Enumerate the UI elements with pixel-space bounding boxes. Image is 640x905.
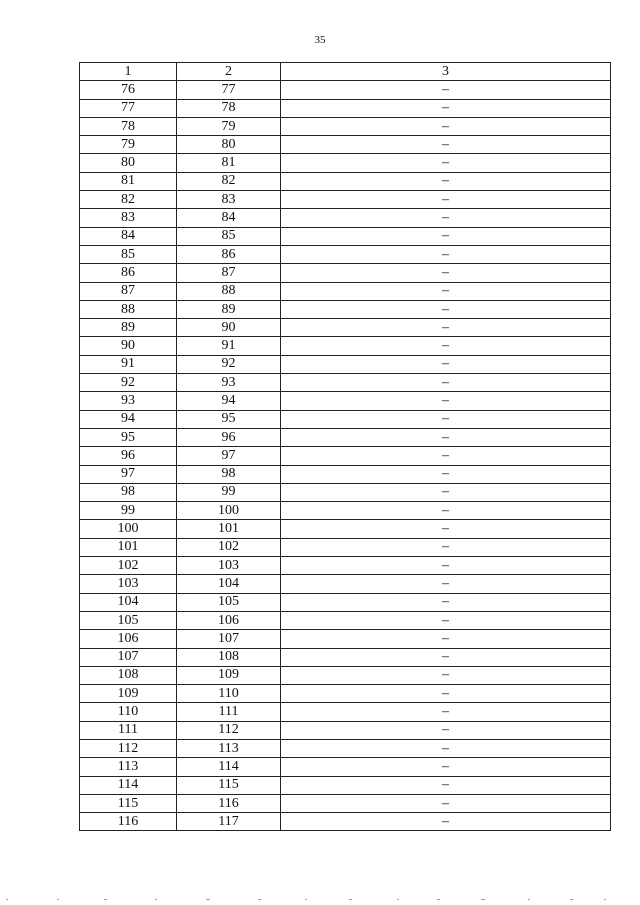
table-cell-col-3: – — [281, 117, 611, 135]
table-cell-col-1: 106 — [80, 630, 177, 648]
table-cell-col-2: 104 — [177, 575, 281, 593]
table-cell-col-1: 93 — [80, 392, 177, 410]
table-cell-col-1: 94 — [80, 410, 177, 428]
table-body — [80, 81, 611, 831]
table-cell-col-2: 82 — [177, 172, 281, 190]
table-row — [80, 264, 611, 282]
table-cell-col-1: 84 — [80, 227, 177, 245]
table-cell-col-1: 110 — [80, 703, 177, 721]
table-cell-col-2: 85 — [177, 227, 281, 245]
table-row — [80, 99, 611, 117]
table-row — [80, 721, 611, 739]
table-cell-col-2: 84 — [177, 209, 281, 227]
table-cell-col-3: – — [281, 410, 611, 428]
table-cell-col-2: 112 — [177, 721, 281, 739]
table-cell-col-1: 99 — [80, 502, 177, 520]
table-cell-col-3: – — [281, 483, 611, 501]
table-cell-col-2: 97 — [177, 447, 281, 465]
table-cell-col-1: 77 — [80, 99, 177, 117]
data-table — [79, 62, 611, 831]
table-cell-col-2: 115 — [177, 776, 281, 794]
table-cell-col-2: 90 — [177, 319, 281, 337]
table-cell-col-2: 92 — [177, 355, 281, 373]
table-row — [80, 666, 611, 684]
table-row — [80, 611, 611, 629]
table-cell-col-2: 83 — [177, 191, 281, 209]
table-cell-col-1: 97 — [80, 465, 177, 483]
table-cell-col-1: 111 — [80, 721, 177, 739]
table-cell-col-2: 111 — [177, 703, 281, 721]
table-cell-col-3: – — [281, 337, 611, 355]
table-cell-col-1: 109 — [80, 685, 177, 703]
table-cell-col-1: 115 — [80, 794, 177, 812]
table-cell-col-2: 89 — [177, 300, 281, 318]
table-cell-col-1: 80 — [80, 154, 177, 172]
page-number: 35 — [314, 34, 326, 46]
table-cell-col-1: 83 — [80, 209, 177, 227]
table-cell-col-2: 99 — [177, 483, 281, 501]
table-row — [80, 154, 611, 172]
table-row — [80, 282, 611, 300]
table-row — [80, 117, 611, 135]
table-cell-col-1: 81 — [80, 172, 177, 190]
table-row — [80, 703, 611, 721]
table-cell-col-3: – — [281, 794, 611, 812]
table-cell-col-3: – — [281, 447, 611, 465]
table-row — [80, 813, 611, 831]
table-cell-col-3: – — [281, 300, 611, 318]
table-cell-col-3: – — [281, 209, 611, 227]
table-cell-col-1: 114 — [80, 776, 177, 794]
table-row — [80, 136, 611, 154]
table-row — [80, 465, 611, 483]
table-cell-col-2: 102 — [177, 538, 281, 556]
table-row — [80, 319, 611, 337]
table-cell-col-2: 106 — [177, 611, 281, 629]
table-row — [80, 374, 611, 392]
table-cell-col-2: 88 — [177, 282, 281, 300]
table-cell-col-3: – — [281, 593, 611, 611]
table-row — [80, 447, 611, 465]
table-cell-col-2: 98 — [177, 465, 281, 483]
table-cell-col-3: – — [281, 557, 611, 575]
table-cell-col-1: 113 — [80, 758, 177, 776]
table-cell-col-2: 96 — [177, 428, 281, 446]
table-cell-col-3: – — [281, 227, 611, 245]
table-row — [80, 538, 611, 556]
table-cell-col-3: – — [281, 648, 611, 666]
table-cell-col-3: – — [281, 520, 611, 538]
column-header-1: 1 — [80, 63, 177, 81]
table-cell-col-1: 82 — [80, 191, 177, 209]
table-cell-col-1: 102 — [80, 557, 177, 575]
table-row — [80, 227, 611, 245]
table-cell-col-2: 109 — [177, 666, 281, 684]
table-cell-col-3: – — [281, 428, 611, 446]
table-cell-col-1: 112 — [80, 739, 177, 757]
table-cell-col-2: 116 — [177, 794, 281, 812]
table-cell-col-1: 96 — [80, 447, 177, 465]
table-row — [80, 593, 611, 611]
table-cell-col-2: 114 — [177, 758, 281, 776]
table-cell-col-2: 105 — [177, 593, 281, 611]
table-row — [80, 337, 611, 355]
table-cell-col-1: 90 — [80, 337, 177, 355]
table-cell-col-3: – — [281, 721, 611, 739]
table-cell-col-1: 86 — [80, 264, 177, 282]
table-cell-col-3: – — [281, 245, 611, 263]
table-cell-col-3: – — [281, 172, 611, 190]
table-cell-col-3: – — [281, 81, 611, 99]
table-cell-col-3: – — [281, 611, 611, 629]
table-cell-col-1: 78 — [80, 117, 177, 135]
table-cell-col-3: – — [281, 374, 611, 392]
table-cell-col-1: 85 — [80, 245, 177, 263]
table-cell-col-1: 100 — [80, 520, 177, 538]
table-cell-col-2: 101 — [177, 520, 281, 538]
table-row — [80, 483, 611, 501]
table-row — [80, 502, 611, 520]
table-cell-col-2: 78 — [177, 99, 281, 117]
column-header-3: 3 — [281, 63, 611, 81]
table-cell-col-2: 94 — [177, 392, 281, 410]
table-cell-col-1: 116 — [80, 813, 177, 831]
table-cell-col-2: 80 — [177, 136, 281, 154]
table-cell-col-2: 95 — [177, 410, 281, 428]
table-cell-col-1: 88 — [80, 300, 177, 318]
table-cell-col-2: 77 — [177, 81, 281, 99]
table-row — [80, 758, 611, 776]
table-row — [80, 630, 611, 648]
scan-specks-decoration — [0, 898, 640, 902]
table-cell-col-1: 107 — [80, 648, 177, 666]
table-cell-col-3: – — [281, 264, 611, 282]
table-cell-col-2: 100 — [177, 502, 281, 520]
table-cell-col-3: – — [281, 666, 611, 684]
table-row — [80, 81, 611, 99]
table-cell-col-3: – — [281, 465, 611, 483]
table-cell-col-2: 110 — [177, 685, 281, 703]
table-row — [80, 575, 611, 593]
table-cell-col-1: 98 — [80, 483, 177, 501]
table-cell-col-3: – — [281, 502, 611, 520]
table-row — [80, 172, 611, 190]
table-cell-col-1: 103 — [80, 575, 177, 593]
table-cell-col-1: 79 — [80, 136, 177, 154]
table-cell-col-2: 81 — [177, 154, 281, 172]
column-header-2: 2 — [177, 63, 281, 81]
table-cell-col-2: 79 — [177, 117, 281, 135]
table-cell-col-3: – — [281, 319, 611, 337]
table-row — [80, 392, 611, 410]
table-cell-col-1: 87 — [80, 282, 177, 300]
table-row — [80, 245, 611, 263]
table-cell-col-3: – — [281, 355, 611, 373]
table-row — [80, 191, 611, 209]
table-cell-col-2: 91 — [177, 337, 281, 355]
table-cell-col-3: – — [281, 99, 611, 117]
table-cell-col-3: – — [281, 739, 611, 757]
table-cell-col-2: 107 — [177, 630, 281, 648]
table-cell-col-3: – — [281, 282, 611, 300]
table-cell-col-3: – — [281, 538, 611, 556]
table-row — [80, 300, 611, 318]
table-cell-col-3: – — [281, 685, 611, 703]
table-row — [80, 428, 611, 446]
table-cell-col-3: – — [281, 758, 611, 776]
table-cell-col-3: – — [281, 703, 611, 721]
table-cell-col-1: 105 — [80, 611, 177, 629]
table-cell-col-1: 92 — [80, 374, 177, 392]
table-row — [80, 685, 611, 703]
table-cell-col-1: 89 — [80, 319, 177, 337]
table-cell-col-2: 87 — [177, 264, 281, 282]
table-cell-col-1: 76 — [80, 81, 177, 99]
table-cell-col-2: 108 — [177, 648, 281, 666]
table-cell-col-1: 95 — [80, 428, 177, 446]
table-row — [80, 355, 611, 373]
table-cell-col-3: – — [281, 813, 611, 831]
table-row — [80, 648, 611, 666]
table-cell-col-3: – — [281, 630, 611, 648]
table-header-row — [80, 63, 611, 81]
table-row — [80, 794, 611, 812]
table-cell-col-1: 91 — [80, 355, 177, 373]
table-cell-col-3: – — [281, 776, 611, 794]
table-cell-col-1: 104 — [80, 593, 177, 611]
table-row — [80, 410, 611, 428]
table-cell-col-3: – — [281, 575, 611, 593]
table-cell-col-3: – — [281, 191, 611, 209]
table-cell-col-1: 101 — [80, 538, 177, 556]
table-cell-col-2: 93 — [177, 374, 281, 392]
table-row — [80, 520, 611, 538]
table-row — [80, 209, 611, 227]
table-row — [80, 557, 611, 575]
table-cell-col-1: 108 — [80, 666, 177, 684]
table-row — [80, 776, 611, 794]
table-cell-col-2: 117 — [177, 813, 281, 831]
table-cell-col-3: – — [281, 154, 611, 172]
table-row — [80, 739, 611, 757]
table-cell-col-3: – — [281, 392, 611, 410]
table-cell-col-2: 113 — [177, 739, 281, 757]
table-cell-col-2: 86 — [177, 245, 281, 263]
table-cell-col-2: 103 — [177, 557, 281, 575]
table-cell-col-3: – — [281, 136, 611, 154]
